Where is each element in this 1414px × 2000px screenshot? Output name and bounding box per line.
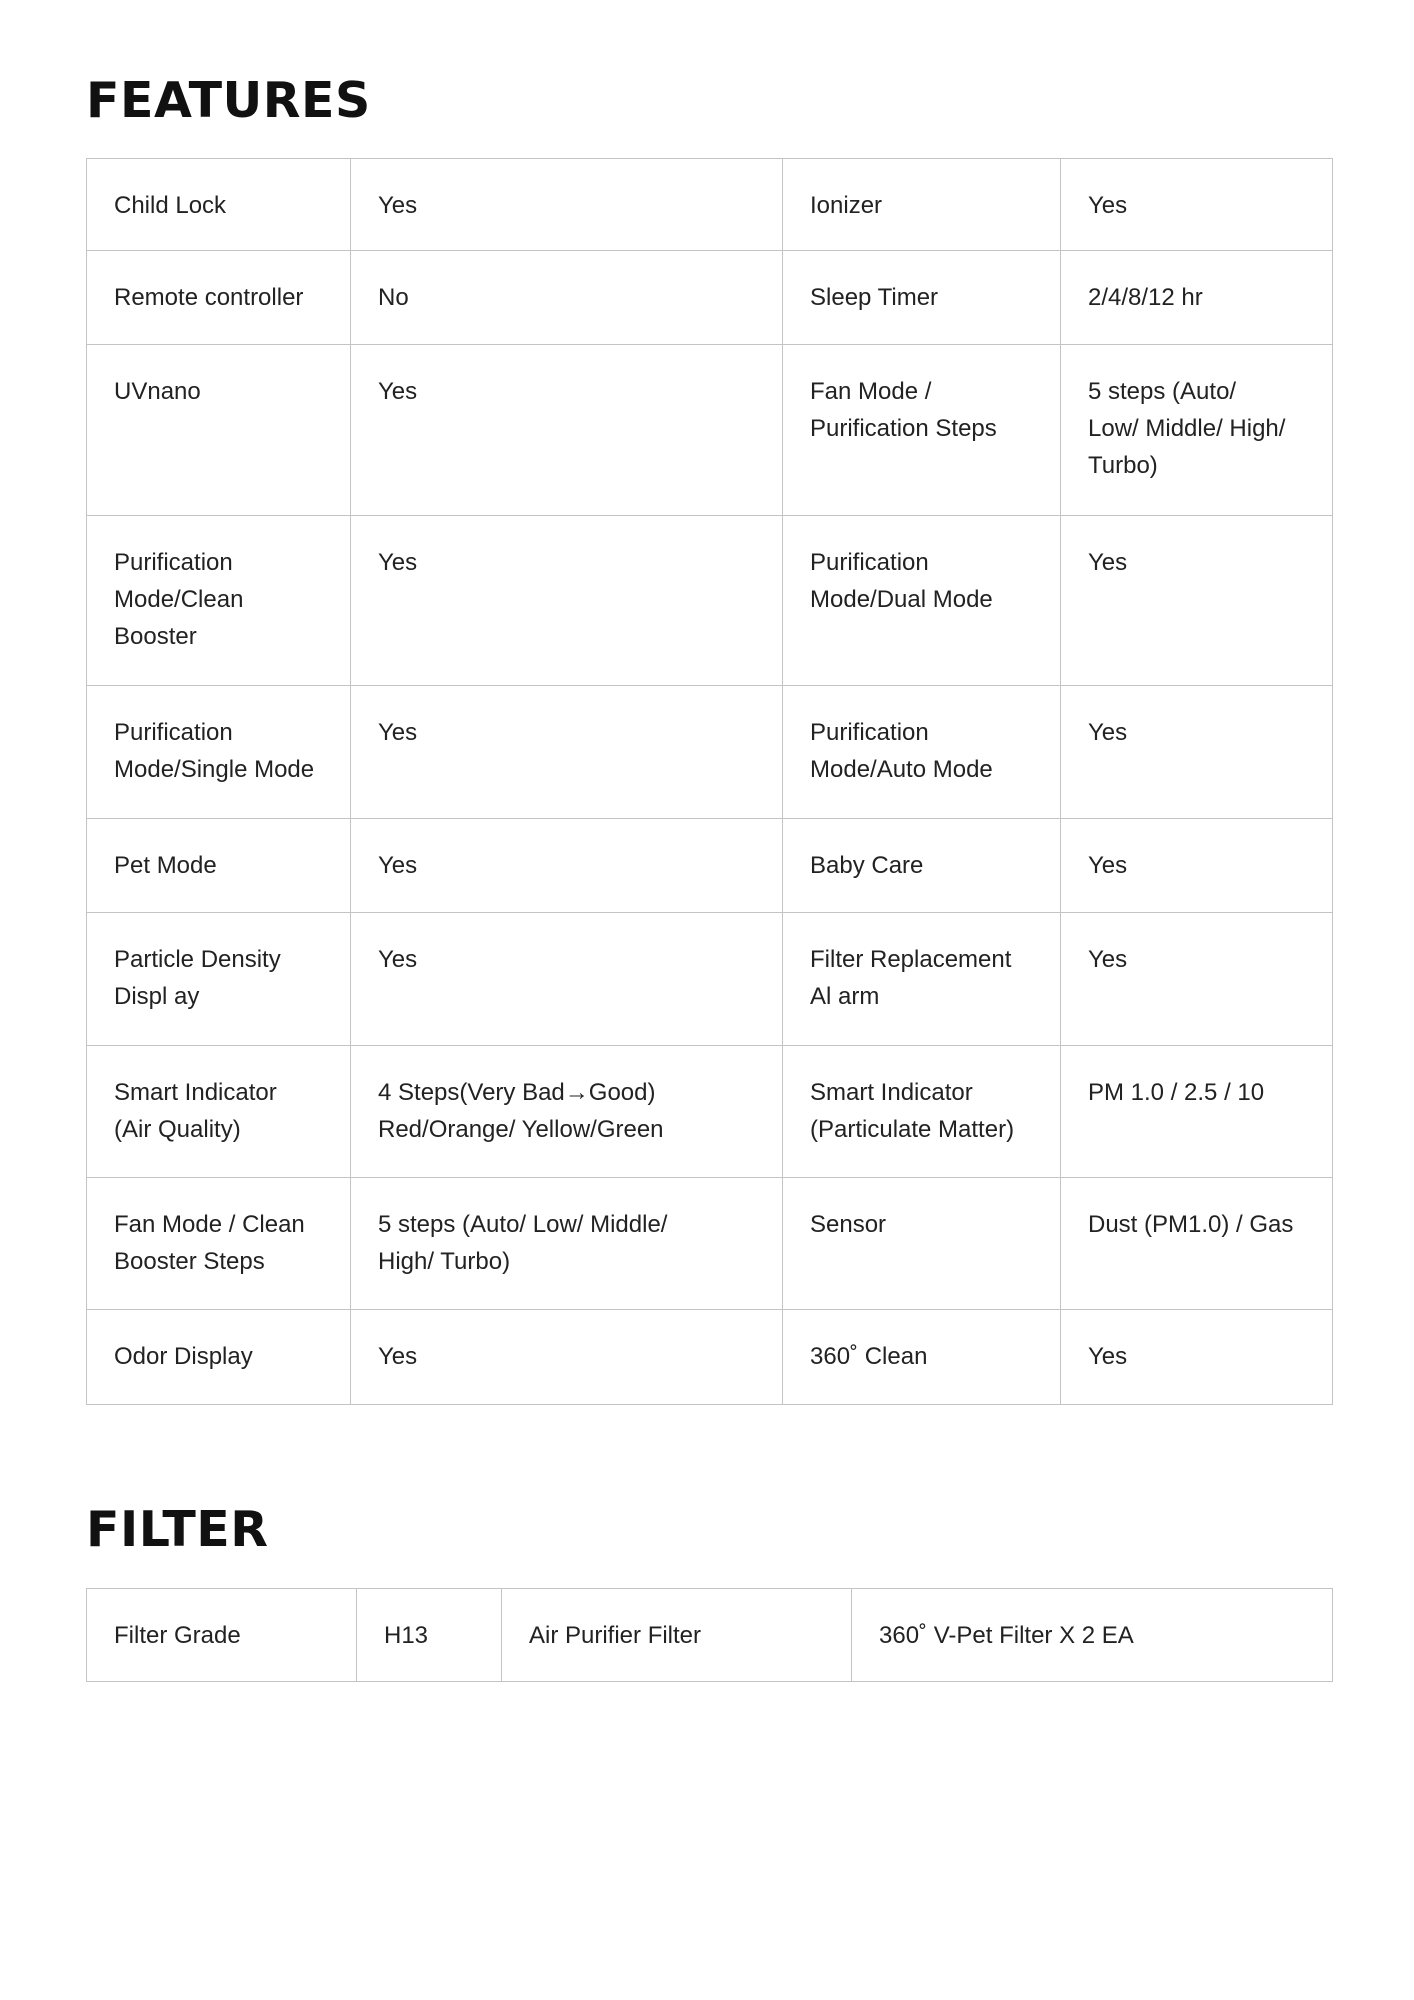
feature-label: Purification Mode/Auto Mode — [783, 686, 1061, 819]
feature-value: PM 1.0 / 2.5 / 10 — [1061, 1046, 1333, 1178]
feature-value: 5 steps (Auto/ Low/ Middle/ High/ Turbo) — [1061, 345, 1333, 516]
feature-label: Purification Mode/Dual Mode — [783, 516, 1061, 686]
feature-label: Purification Mode/Clean Booster — [87, 516, 351, 686]
feature-value: Yes — [351, 819, 783, 913]
feature-label: Particle Density Displ ay — [87, 913, 351, 1046]
feature-value: Yes — [351, 516, 783, 686]
feature-label: Pet Mode — [87, 819, 351, 913]
table-row — [87, 1046, 1333, 1178]
table-row — [87, 1310, 1333, 1405]
feature-label: Purification Mode/Single Mode — [87, 686, 351, 819]
table-row — [87, 516, 1333, 686]
feature-label: Odor Display — [87, 1310, 351, 1405]
feature-value: Yes — [351, 1310, 783, 1405]
filter-label: Filter Grade — [87, 1589, 357, 1682]
feature-label: Remote controller — [87, 251, 351, 345]
table-row — [87, 686, 1333, 819]
feature-label: 360˚ Clean — [783, 1310, 1061, 1405]
feature-label: Ionizer — [783, 159, 1061, 251]
feature-label: Sensor — [783, 1178, 1061, 1310]
feature-value: Yes — [351, 686, 783, 819]
features-table — [86, 158, 1333, 1405]
feature-value: 2/4/8/12 hr — [1061, 251, 1333, 345]
feature-label: Smart Indicator (Particulate Matter) — [783, 1046, 1061, 1178]
feature-value: Yes — [1061, 516, 1333, 686]
feature-label: Child Lock — [87, 159, 351, 251]
table-row — [87, 913, 1333, 1046]
filter-value: 360˚ V-Pet Filter X 2 EA — [852, 1589, 1333, 1682]
feature-label: Baby Care — [783, 819, 1061, 913]
feature-value: Yes — [1061, 913, 1333, 1046]
table-row — [87, 345, 1333, 516]
feature-value: 4 Steps(Very Bad→Good) Red/Orange/ Yellow/Green — [351, 1046, 783, 1178]
table-row — [87, 1178, 1333, 1310]
feature-label: Fan Mode / Purification Steps — [783, 345, 1061, 516]
table-row — [87, 1589, 1333, 1682]
feature-value: Yes — [1061, 1310, 1333, 1405]
feature-label: Fan Mode / Clean Booster Steps — [87, 1178, 351, 1310]
filter-value: H13 — [357, 1589, 502, 1682]
filter-heading: FILTER — [86, 1501, 269, 1558]
filter-table — [86, 1588, 1333, 1682]
feature-value: Dust (PM1.0) / Gas — [1061, 1178, 1333, 1310]
table-row — [87, 251, 1333, 345]
feature-value: Yes — [351, 159, 783, 251]
features-heading: FEATURES — [86, 72, 371, 129]
feature-label: UVnano — [87, 345, 351, 516]
feature-value: Yes — [1061, 686, 1333, 819]
filter-label: Air Purifier Filter — [502, 1589, 852, 1682]
table-row — [87, 819, 1333, 913]
feature-value: Yes — [351, 913, 783, 1046]
feature-value: Yes — [351, 345, 783, 516]
feature-label: Sleep Timer — [783, 251, 1061, 345]
feature-value: No — [351, 251, 783, 345]
feature-value: Yes — [1061, 159, 1333, 251]
feature-value: Yes — [1061, 819, 1333, 913]
table-row — [87, 159, 1333, 251]
feature-label: Filter Replacement Al arm — [783, 913, 1061, 1046]
feature-value: 5 steps (Auto/ Low/ Middle/ High/ Turbo) — [351, 1178, 783, 1310]
feature-label: Smart Indicator (Air Quality) — [87, 1046, 351, 1178]
